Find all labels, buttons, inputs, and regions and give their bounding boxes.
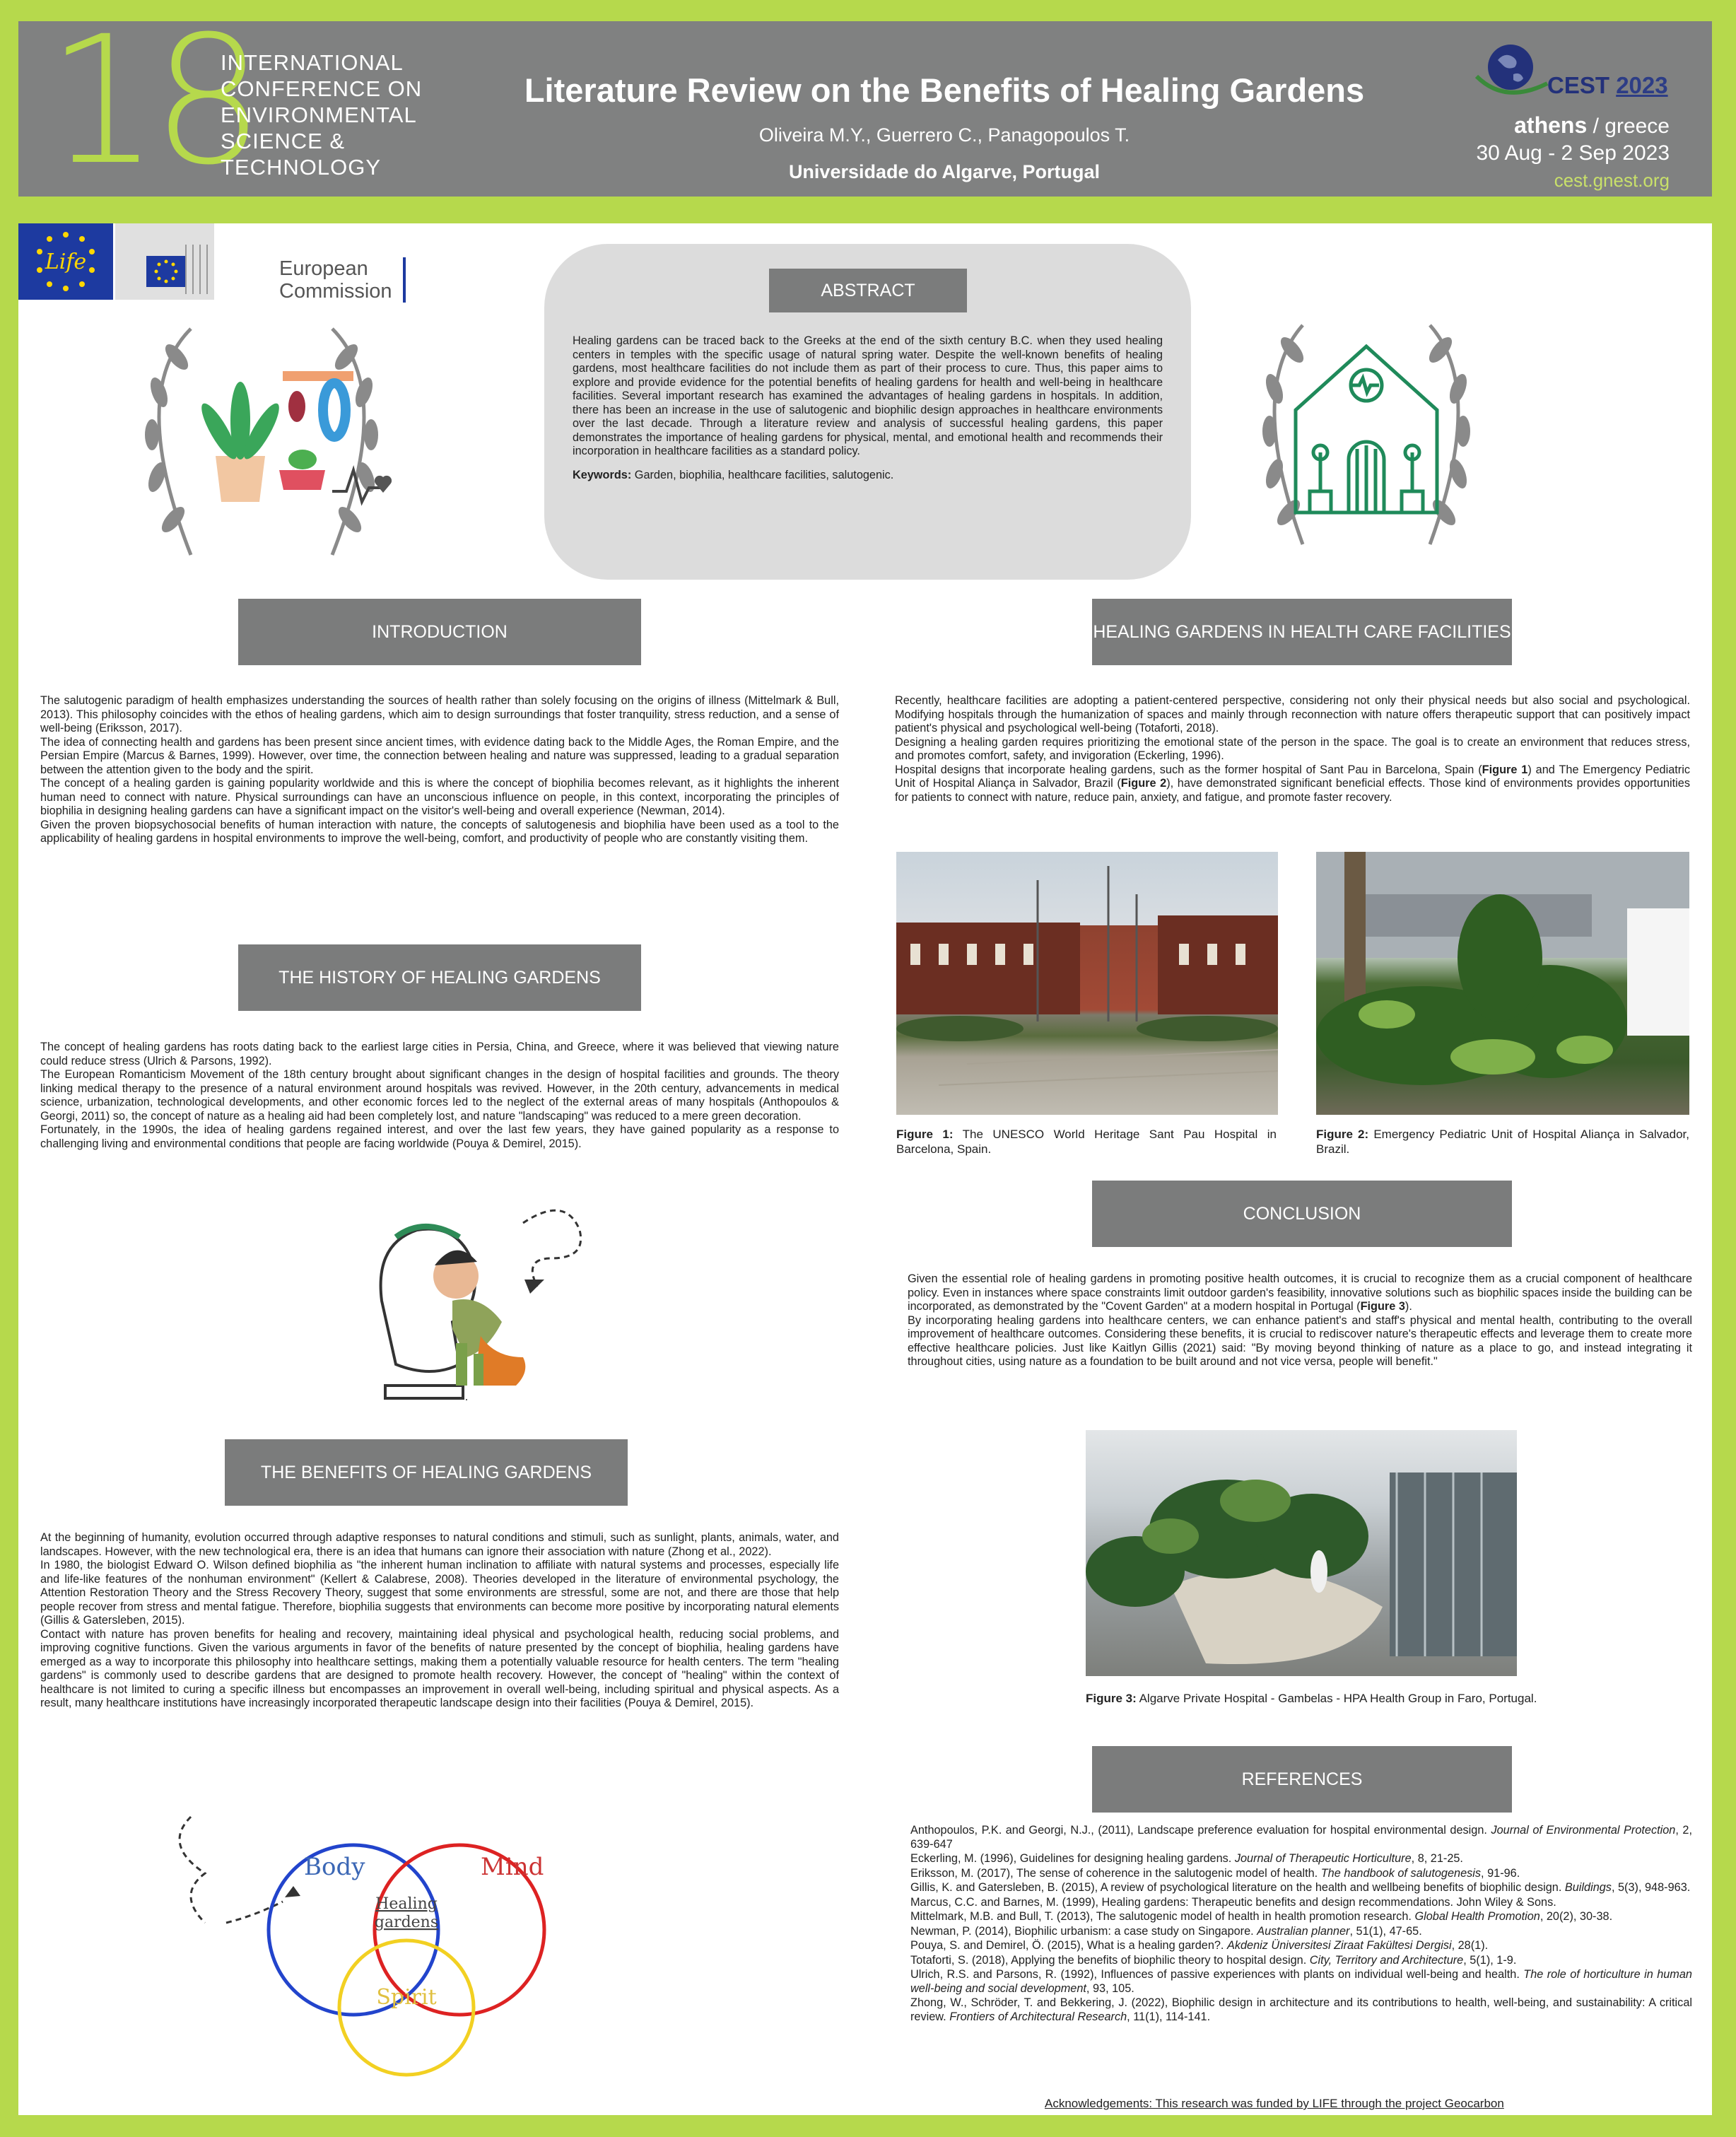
body-mind-spirit-venn bbox=[177, 1803, 573, 2085]
gardener-statue-illustration bbox=[346, 1195, 657, 1407]
conference-dates: 30 Aug - 2 Sep 2023 bbox=[1476, 141, 1670, 165]
conference-website[interactable]: cest.gnest.org bbox=[1554, 170, 1670, 191]
eu-flag-logo bbox=[115, 223, 214, 300]
references-list bbox=[910, 1824, 1692, 2025]
reference-item: Pouya, S. and Demirel, Ö. (2015), What is a healing garden?. Akdeniz Üniversitesi Ziraat Fakültesi Dergisi, 28(1). bbox=[910, 1939, 1489, 1952]
conclusion-text: Given the essential role of healing gardens in promoting positive health outcomes, it is crucial to recognize them as a crucial component of healthcare policy. Even in instances where space constraints limit outdoor garden's feasibility, innovative solutions such as biophilic spaces inside the building can be incorporated, as demonstrated by the "Covent Garden" at a modern hospital in Portugal (Figure 3). By incorporating healing gardens into healthcare centers, we can enhance patient's and staff's physical and mental health, contributing to the overall improvement of healthcare outcomes. Considering these benefits, it is crucial to rediscover nature's therapeutic effects and leverage them to create more effective healthcare policies. Just like Kaitlyn Gillis (2021) said: "By moving beyond thinking of nature as a place to go, and instead integrating it throughout cities, using nature as a foundation to be built around and not vice versa, people will benefit." bbox=[908, 1272, 1692, 1368]
acknowledgements: Acknowledgements: This research was funded by LIFE through the project Geocarbon bbox=[1045, 2097, 1504, 2110]
life-logo bbox=[18, 223, 113, 300]
conference-number: 18 bbox=[47, 0, 258, 204]
venn-body-label: Body bbox=[304, 1853, 365, 1881]
reference-item: Zhong, W., Schröder, T. and Bekkering, J. (2022), Biophilic design in architecture and its contributions to health, well-being, and sustainability: A critical review. Frontiers of Architectural Research, 11(1), 114-141. bbox=[910, 1996, 1692, 2023]
poster-title: Literature Review on the Benefits of Healing Gardens bbox=[524, 71, 1365, 109]
venn-spirit-label: Spirit bbox=[376, 1985, 437, 2010]
life-logo-text: Life bbox=[45, 250, 87, 274]
reference-item: Newman, P. (2014), Biophilic urbanism: a case study on Singapore. Australian planner, 51(1), 47-65. bbox=[910, 1924, 1422, 1938]
reference-item: Marcus, C.C. and Barnes, M. (1999), Healing gardens: Therapeutic benefits and design recommendations. John Wiley & Sons. bbox=[910, 1895, 1556, 1909]
reference-item: Eckerling, M. (1996), Guidelines for designing healing gardens. Journal of Therapeutic Horticulture, 8, 21-25. bbox=[910, 1852, 1463, 1865]
references-heading: REFERENCES bbox=[1092, 1746, 1512, 1813]
figure3-caption: Figure 3: Algarve Private Hospital - Gambelas - HPA Health Group in Faro, Portugal. bbox=[1086, 1692, 1537, 1705]
abstract-heading: ABSTRACT bbox=[769, 269, 967, 312]
introduction-text: The salutogenic paradigm of health emphasizes understanding the sources of health rather than solely focusing on the origins of illness (Mittelmark & Bull, 2013). This philosophy coincides with the ethos of healing gardens, which aim to design surroundings that foster tranquility, stress reduction, and a sense of well-being (Eriksson, 2017). The idea of connecting health and gardens has been present since ancient times, with evidence dating back to the Middle Ages, the Roman Empire, and the Persian Empire (Marcus & Barnes, 1999). However, over time, the connection between healing and nature was suppressed, leading to a gradual separation between the attention given to the body and the spirit. The concept of a healing garden is gaining popularity worldwide and this is where the concept of biophilia becomes relevant, as it highlights the inherent human need to connect with nature. Physical surroundings can have an unconscious influence on people, in this context, incorporating the principles of biophilia in designing healing gardens can have a significant impact on the visitor's well-being and overall experience (Newman, 2014). Given the proven biopsychosocial benefits of human interaction with nature, the concepts of salutogenesis and biophilia have been used as a tool to the applicability of healing gardens in hospital environments to improve the well-being, comfort, and productivity of people who are constantly visiting them. bbox=[40, 694, 839, 845]
venn-center-line1: Healing bbox=[375, 1895, 438, 1913]
figure1-photo bbox=[896, 852, 1278, 1115]
poster-authors: Oliveira M.Y., Guerrero C., Panagopoulos T. bbox=[758, 124, 1130, 146]
conference-name: INTERNATIONAL CONFERENCE ON ENVIRONMENTAL SCIENCE & TECHNOLOGY bbox=[221, 50, 423, 180]
figure2-caption: Figure 2: Emergency Pediatric Unit of Hospital Aliança in Salvador, Brazil. bbox=[1316, 1128, 1689, 1156]
figure2-photo bbox=[1316, 852, 1689, 1115]
reference-item: Totaforti, S. (2018), Applying the benefits of biophilic theory to hospital design. City, Territory and Architecture, 5(1), 1-9. bbox=[910, 1953, 1517, 1967]
figure3-photo bbox=[1086, 1430, 1517, 1676]
facilities-text: Recently, healthcare facilities are adopting a patient-centered perspective, considering not only their physical needs but also social and psychological. Modifying hospitals through the humanization of spaces and mainly through reconnection with nature offers therapeutic support that can positively impact patient's physical and psychological well-being (Totaforti, 2018). Designing a healing garden requires prioritizing the emotional state of the person in the space. The goal is to create an environment that reduces stress, and promotes comfort, safety, and invigoration (Eckerling, 1996). Hospital designs that incorporate healing gardens, such as the former hospital of Sant Pau in Barcelona, Spain (Figure 1) and The Emergency Pediatric Unit of Hospital Aliança in Salvador, Brazil (Figure 2), have demonstrated significant beneficial effects. Those kind of environments provides opportunities for patients to connect with nature, reduce pain, anxiety, and fatigue, and promote faster recovery. bbox=[895, 694, 1690, 804]
history-heading: THE HISTORY OF HEALING GARDENS bbox=[238, 944, 641, 1011]
conclusion-heading: CONCLUSION bbox=[1092, 1181, 1512, 1247]
healing-house-icon bbox=[1250, 311, 1483, 551]
venn-mind-label: Mind bbox=[481, 1853, 544, 1881]
benefits-heading: THE BENEFITS OF HEALING GARDENS bbox=[225, 1439, 628, 1506]
plants-wreath-illustration bbox=[127, 315, 396, 566]
reference-item: Eriksson, M. (2017), The sense of coherence in the salutogenic model of health. The handbook of salutogenesis, 91-96. bbox=[910, 1866, 1520, 1880]
benefits-text: At the beginning of humanity, evolution occurred through adaptive responses to natural conditions and stimuli, such as sunlight, plants, animals, water, and landscapes. However, with the new technological era, there is an idea that humans can ignore their association with nature (Zhong et al., 2022). In 1980, the biologist Edward O. Wilson defined biophilia as "the inherent human inclination to affiliate with natural systems and processes, especially life and life-like features of the nonhuman environment" (Kellert & Calabrese, 2008). Theories developed in the literature of environmental psychology, the Attention Restoration Theory and the Stress Recovery Theory, suggest that some environments are stressful, some are not, and there are those that help people recover from stress and mental fatigue. Therefore, biophilia suggests that environments can become more positive by incorporating natural elements (Gillis & Gatersleben, 2015). Contact with nature has proven benefits for healing and recovery, maintaining ideal physical and psychological health, reducing social problems, and improving cognitive functions. Given the various arguments in favor of the benefits of nature presented by the concept of biophilia, healing gardens have emerged as a way to incorporate this philosophy into healthcare settings, making them a potentially valuable resource for health centers. The term "healing gardens" is commonly used to describe gardens that are designed to promote health recovery. However, the concept of "healing" within the context of healthcare is not limited to curing a specific illness but encompasses an improvement in overall well-being, including spiritual and physical aspects. As a result, many healthcare institutions have increasingly incorporated therapeutic landscape design into their facilities (Pouya & Demirel, 2015). bbox=[40, 1531, 839, 1709]
history-text: The concept of healing gardens has roots dating back to the earliest large cities in Persia, China, and Greece, where it was believed that viewing nature could reduce stress (Ulrich & Parsons, 1992). The European Romanticism Movement of the 18th century brought about significant changes in the design of hospital facilities and grounds. The theory linking medical therapy to the presence of a natural environment around hospitals was revived. However, in the 20th century, advancements in medical science, urbanization, technological developments, and other economic forces led to the neglect of the external areas of many hospitals (Anthopoulos & Georgi, 2011) so, the concept of nature as a healing aid had been completely lost, and nature "landscaping" was reduced to a mere green decoration. Fortunately, in the 1990s, the idea of healing gardens regained interest, and over the last few years, they have gained popularity as a response to challenging living and environmental conditions that people are facing worldwide (Pouya & Demirel, 2015). bbox=[40, 1041, 839, 1150]
cest-label: CEST 2023 bbox=[1547, 72, 1668, 98]
abstract-panel bbox=[544, 244, 1191, 580]
venn-center-line2: gardens bbox=[374, 1914, 439, 1931]
figure1-caption: Figure 1: The UNESCO World Heritage Sant Pau Hospital in Barcelona, Spain. bbox=[896, 1128, 1277, 1156]
introduction-heading: INTRODUCTION bbox=[238, 599, 641, 665]
poster-affiliation: Universidade do Algarve, Portugal bbox=[788, 161, 1101, 182]
conference-location: athens / greece 30 Aug - 2 Sep 2023 cest.gnest.org bbox=[1476, 112, 1670, 194]
abstract-text: Healing gardens can be traced back to the Greeks at the end of the sixth century B.C. when they used healing centers in temples with the specific usage of natural spring water. Despite the well-known benefits of healing gardens, most healthcare facilities do not include them as part of their process to cure. Thus, this paper aims to explore and provide evidence for the potential benefits of healing gardens for health and well-being in healthcare facilities. Several important research has examined the advantages of healing gardens in hospitals. In addition, there has been an increase in the use of salutogenic and biophilic design approaches in healthcare environments over the last decade. Through a literature review and analysis of successful healing gardens, this paper demonstrates the importance of healing gardens for physical, mental, and emotional health and recommends their incorporation in healthcare facilities as a standard policy. Keywords: Garden, biophilia, healthcare facilities, salutogenic. bbox=[573, 334, 1163, 481]
reference-item: Mittelmark, M.B. and Bull, T. (2013), The salutogenic model of health in health promotion research. Global Health Promotion, 20(2), 30-38. bbox=[910, 1910, 1613, 1923]
european-commission-logo: European Commission bbox=[279, 257, 406, 303]
reference-item: Ulrich, R.S. and Parsons, R. (1992), Influences of passive experiences with plants on individual well-being and health. The role of horticulture in human well-being and social development, 93, 105. bbox=[910, 1968, 1692, 1995]
facilities-heading: HEALING GARDENS IN HEALTH CARE FACILITIES bbox=[1092, 599, 1512, 665]
reference-item: Anthopoulos, P.K. and Georgi, N.J., (2011), Landscape preference evaluation for hospital environmental design. Journal of Environmental Protection, 2, 639-647 bbox=[910, 1824, 1692, 1851]
poster-header bbox=[18, 0, 1712, 204]
reference-item: Gillis, K. and Gatersleben, B. (2015), A review of psychological literature on the health and wellbeing benefits of biophilic design. Buildings, 5(3), 948-963. bbox=[910, 1881, 1691, 1894]
